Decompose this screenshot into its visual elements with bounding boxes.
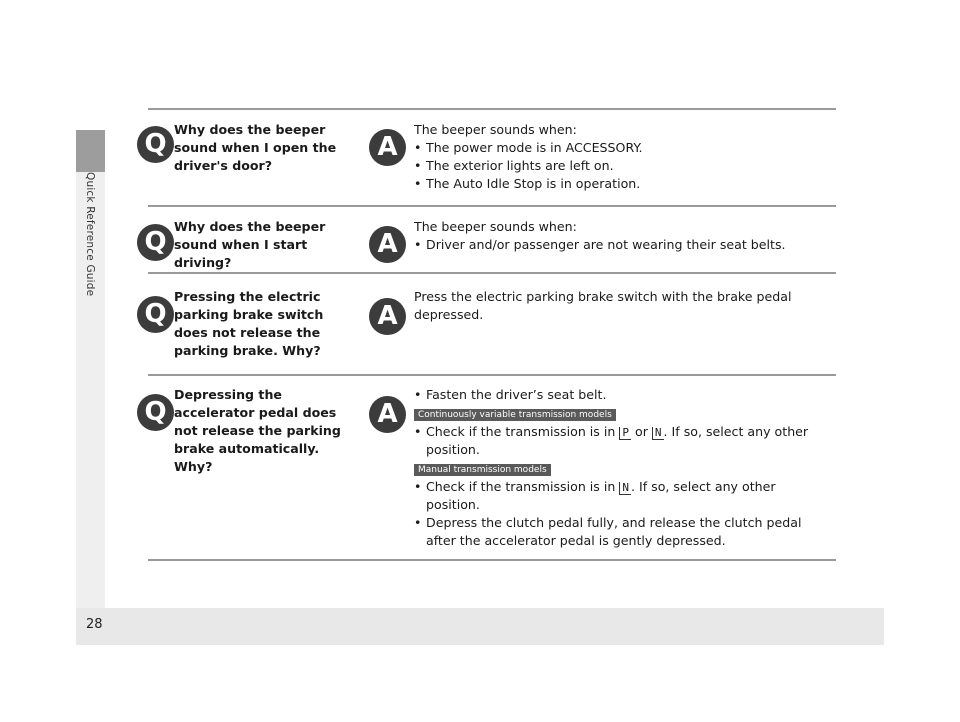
- gear-n-key: N: [652, 427, 664, 440]
- sidebar-section-tab: [76, 130, 105, 172]
- gear-n-key: N: [619, 482, 631, 495]
- answer-bullet: • The exterior lights are left on.: [414, 158, 614, 173]
- answer-bullet: • Driver and/or passenger are not wearing their seat belts.: [414, 237, 786, 252]
- footer-bar: [76, 608, 884, 645]
- answer-icon: A: [369, 129, 406, 166]
- gear-p-key: P: [619, 427, 631, 440]
- sidebar-section-title: Quick Reference Guide: [84, 172, 96, 297]
- question-icon: Q: [137, 296, 174, 333]
- answer-intro: The beeper sounds when:: [414, 122, 577, 137]
- question-2: Why does the beeper sound when I start driving?: [174, 219, 326, 270]
- divider-2: [148, 272, 836, 274]
- answer-2: [414, 218, 829, 254]
- question-icon: Q: [137, 224, 174, 261]
- answer-icon: A: [369, 298, 406, 335]
- answer-bullet: • Check if the transmission is in P or N . If so, select any other position.: [414, 424, 809, 457]
- answer-bullet: • The power mode is in ACCESSORY.: [414, 140, 643, 155]
- manual-models-badge: Manual transmission models: [414, 464, 551, 476]
- answer-bullet: • Fasten the driver’s seat belt.: [414, 387, 607, 402]
- sidebar-section-label: [84, 172, 98, 322]
- answer-intro: The beeper sounds when:: [414, 219, 577, 234]
- answer-bullet: • Check if the transmission is in N . If so, select any other position.: [414, 479, 776, 512]
- question-3: Pressing the electric parking brake switch does not release the parking brake. Why?: [174, 289, 324, 358]
- question-icon: Q: [137, 394, 174, 431]
- divider-3: [148, 374, 836, 376]
- answer-icon: A: [369, 396, 406, 433]
- divider-top: [148, 108, 836, 110]
- answer-3: Press the electric parking brake switch with the brake pedal depressed.: [414, 289, 792, 322]
- answer-bullet: • The Auto Idle Stop is in operation.: [414, 176, 641, 191]
- answer-bullet: • Depress the clutch pedal fully, and release the clutch pedal after the accelerator pedal is gently depressed.: [414, 515, 802, 548]
- page-number: 28: [86, 617, 103, 632]
- question-1: Why does the beeper sound when I open the driver's door?: [174, 122, 337, 173]
- divider-bottom: [148, 559, 836, 561]
- answer-1: [414, 121, 829, 193]
- question-icon: Q: [137, 126, 174, 163]
- divider-1: [148, 205, 836, 207]
- question-4: Depressing the accelerator pedal does not release the parking brake automatically. Why?: [174, 387, 341, 474]
- answer-icon: A: [369, 226, 406, 263]
- cvt-models-badge: Continuously variable transmission models: [414, 409, 616, 421]
- answer-4: [414, 386, 829, 550]
